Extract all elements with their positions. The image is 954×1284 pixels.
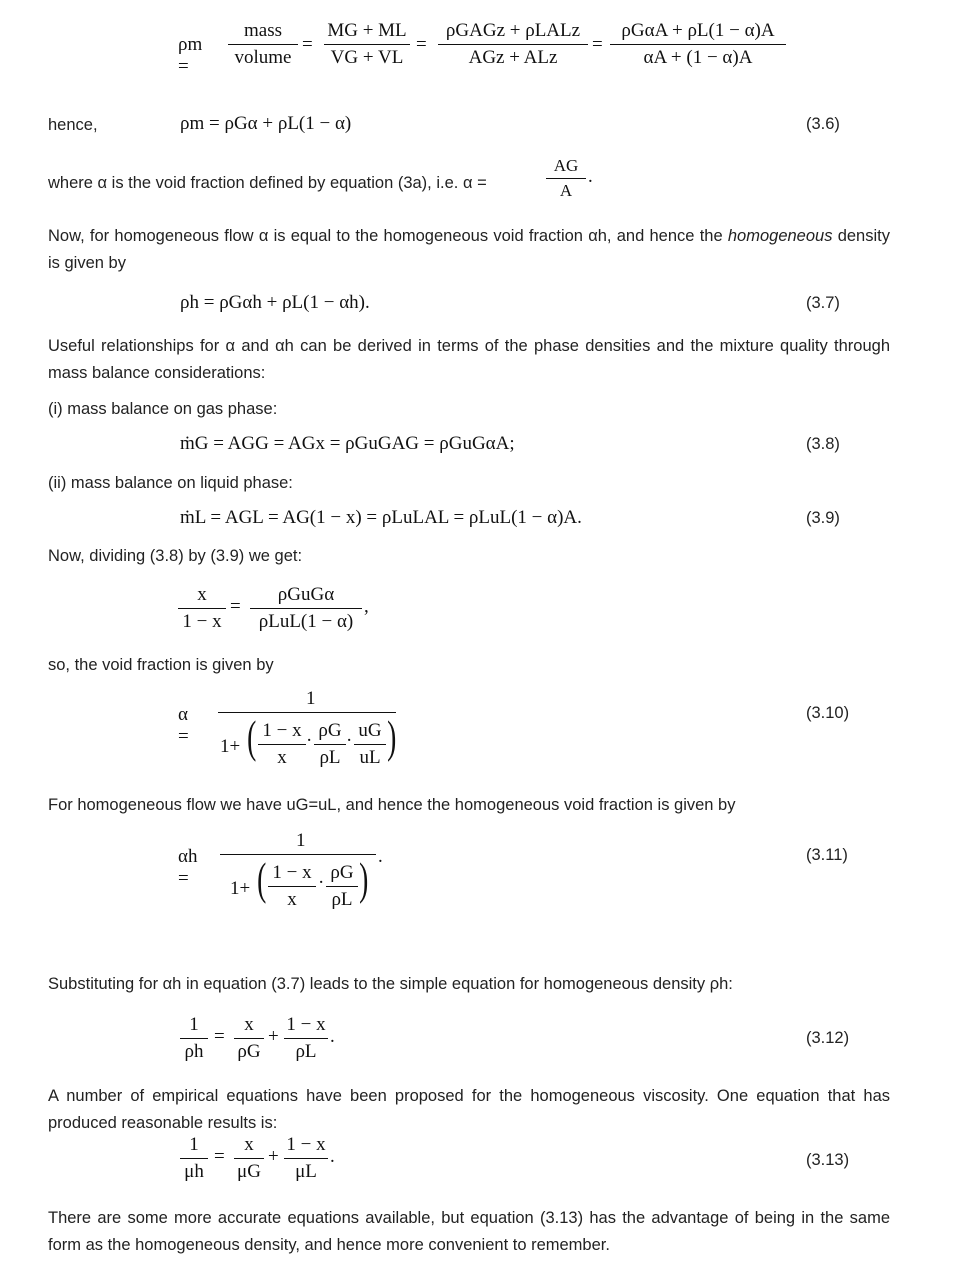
fraction-bar xyxy=(220,854,376,855)
equation-number-3-6: (3.6) xyxy=(806,115,840,133)
liquid-phase-label: (ii) mass balance on liquid phase: xyxy=(48,474,293,492)
equation-number-3-10: (3.10) xyxy=(806,704,850,722)
paragraph-viscosity: A number of empirical equations have been proposed for the homogeneous viscosity. One equation that has produced reasonable results is: xyxy=(48,1087,890,1132)
fraction-bar xyxy=(218,712,396,713)
emphasis-homogeneous: homogeneous xyxy=(727,227,833,245)
equation-number-3-11: (3.11) xyxy=(806,846,848,864)
equation-number-3-7: (3.7) xyxy=(806,294,840,312)
equals-sign: = xyxy=(230,596,241,617)
gas-phase-label: (i) mass balance on gas phase: xyxy=(48,400,278,418)
equals-sign: = xyxy=(592,34,603,55)
void-fraction-definition: where α is the void fraction defined by equation (3a), i.e. α = xyxy=(48,174,487,192)
paragraph-substituting: Substituting for αh in equation (3.7) leads to the simple equation for homogeneous density ρh: xyxy=(48,975,733,993)
equation-3-6: ρm = ρGα + ρL(1 − α) xyxy=(180,113,352,134)
equation-3-7: ρh = ρGαh + ρL(1 − αh). xyxy=(180,292,370,313)
equation-number-3-13: (3.13) xyxy=(806,1151,850,1169)
fraction-mass-volume: mass volume xyxy=(228,20,298,69)
so-text: so, the void fraction is given by xyxy=(48,656,274,674)
paragraph-useful-relationships: Useful relationships for α and αh can be derived in terms of the phase densities and the mixture quality through mass balance considerations: xyxy=(48,337,890,382)
paragraph-homogeneous-void: For homogeneous flow we have uG=uL, and hence the homogeneous void fraction is given by xyxy=(48,796,736,814)
equation-3-8: ṁG = AGG = AGx = ρGuGAG = ρGuGαA; xyxy=(180,433,515,454)
equation-number-3-8: (3.8) xyxy=(806,435,840,453)
equation-3-9: ṁL = AGL = AG(1 − x) = ρLuLAL = ρLuL(1 − α)A. xyxy=(180,507,582,528)
equals-sign: = xyxy=(416,34,427,55)
hence-label: hence, xyxy=(48,116,98,134)
fraction-void-weighted: ρGαA + ρL(1 − α)A αA + (1 − α)A xyxy=(610,20,786,69)
fraction-area-weighted: ρGAGz + ρLALz AGz + ALz xyxy=(438,20,588,69)
eq-lhs: ρm = xyxy=(178,34,203,77)
fraction-mass-sum: $\frac{MG + ML}{VG + VL}$ xyxy=(324,20,410,69)
equals-sign: = xyxy=(302,34,313,55)
dividing-text: Now, dividing (3.8) by (3.9) we get: xyxy=(48,547,303,565)
equation-number-3-12: (3.12) xyxy=(806,1029,850,1047)
paragraph-homogeneous-flow: Now, for homogeneous flow α is equal to the homogeneous void fraction αh, and hence the homogeneous density is given by xyxy=(48,227,890,272)
paragraph-final: There are some more accurate equations available, but equation (3.13) has the advantage of being in the same form as the homogeneous density, and hence more convenient to remember. xyxy=(48,1209,890,1254)
equation-number-3-9: (3.9) xyxy=(806,509,840,527)
